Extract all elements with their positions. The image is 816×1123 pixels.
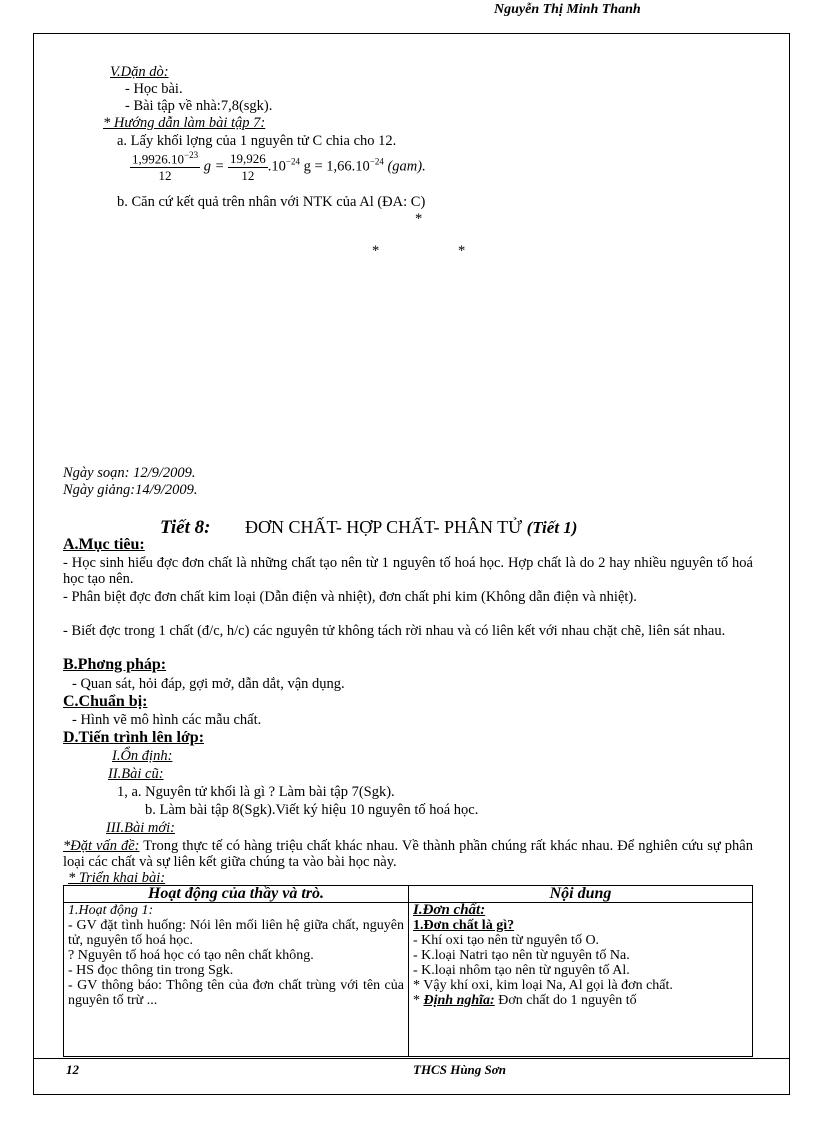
activity-table <box>63 885 753 1057</box>
section5-item-2: - Bài tập về nhà:7,8(sgk). <box>125 98 273 114</box>
sectionD-i3: III.Bài mới: <box>106 820 175 836</box>
sectionD-title: D.Tiến trình lên lớp: <box>63 729 205 746</box>
guide-title: * Hướng dẫn làm bài tập 7: <box>103 115 266 131</box>
activity-line: - GV thông báo: Thông tên của đơn chất trùng với tên của nguyên tố trừ ... <box>68 978 404 1008</box>
sectionD-q1: 1, a. Nguyên tử khối là gì ? Làm bài tập 7(Sgk). <box>117 784 395 800</box>
date-prepared: Ngày soạn: 12/9/2009. <box>63 465 196 481</box>
lesson-name: ĐƠN CHẤT- HỢP CHẤT- PHÂN TỬ <box>244 517 523 537</box>
sectionB-text: - Quan sát, hỏi đáp, gợi mở, dẫn dắt, vận dụng. <box>72 676 345 692</box>
formula: $\frac{1,9926.10^{-23}}{12}$ g = $\frac{19,926}{12}$ $.10^{-24}$ $g = 1,66.10^{-24}$ (gam). <box>132 150 426 184</box>
table-cell-content <box>409 903 753 1057</box>
date-taught: Ngày giảng:14/9/2009. <box>63 482 198 498</box>
sectionA-title: A.Mục tiêu: <box>63 536 145 553</box>
star-3: * <box>458 243 466 259</box>
table-header-activity: Hoạt động của thầy và trò. <box>64 886 409 903</box>
sectionA-p1: - Học sinh hiểu đợc đơn chất là những chất tạo nên từ 1 nguyên tố hoá học. Hợp chất là do 2 hay nhiều nguyên tố hoá học tạo nên. <box>63 555 753 587</box>
lesson-title <box>160 517 577 539</box>
content-line: * Vậy khí oxi, kim loại Na, Al gọi là đơn chất. <box>413 978 673 993</box>
sectionD-q2: b. Làm bài tập 8(Sgk).Viết ký hiệu 10 nguyên tố hoá học. <box>145 802 479 818</box>
sectionC-title: C.Chuẩn bị: <box>63 693 148 710</box>
activity-line: ? Nguyên tố hoá học có tạo nên chất không. <box>68 948 314 963</box>
star-1: * <box>415 211 423 227</box>
activity-line: - HS đọc thông tin trong Sgk. <box>68 963 234 978</box>
lesson-part: (Tiết 1) <box>526 518 578 537</box>
guide-step-b: b. Căn cứ kết quả trên nhân với NTK của Al (ĐA: C) <box>117 194 426 210</box>
content-line: - K.loại nhôm tạo nên từ nguyên tố Al. <box>413 963 630 978</box>
content-line: - Khí oxi tạo nên từ nguyên tố O. <box>413 933 600 948</box>
footer-school: THCS Hùng Sơn <box>413 1062 506 1077</box>
section5-title: V.Dặn dò: <box>110 64 169 80</box>
sectionA-p2: - Phân biệt đợc đơn chất kim loại (Dẫn điện và nhiệt), đơn chất phi kim (Không dẫn điện và nhiệt). <box>63 589 637 605</box>
footer-divider <box>33 1058 789 1059</box>
table-cell-activity <box>64 903 409 1057</box>
sectionA-p3: - Biết đợc trong 1 chất (đ/c, h/c) các nguyên tử không tách rời nhau và có liên kết với nhau chặt chẽ, liên sát nhau. <box>63 623 726 639</box>
sectionD-i2: II.Bài cũ: <box>108 766 164 782</box>
sectionB-title: B.Phơng pháp: <box>63 656 167 673</box>
section5-item-1: - Học bài. <box>125 81 183 97</box>
guide-step-a: a. Lấy khối lợng của 1 nguyên tử C chia cho 12. <box>117 133 397 149</box>
footer-page-number: 12 <box>66 1062 79 1077</box>
content-subtitle: 1.Đơn chất là gì? <box>413 918 515 933</box>
activity-heading: 1.Hoạt động 1: <box>68 903 154 918</box>
content-line: - K.loại Natri tạo nên từ nguyên tố Na. <box>413 948 630 963</box>
header-author: Nguyễn Thị Minh Thanh <box>494 2 641 17</box>
sectionD-i1: I.Ổn định: <box>112 748 173 764</box>
activity-line: - GV đặt tình huống: Nói lên mối liên hệ giữa chất, nguyên tử, nguyên tố hoá học. <box>68 918 404 948</box>
star-2: * <box>372 243 380 259</box>
sectionD-intro: *Đặt vấn đề: Trong thực tế có hàng triệu chất khác nhau. Về thành phần chúng rất khác nhau. Để nghiên cứu sự phân loại các chất và sự liên kết giữa chúng ta vào bài học này. <box>63 838 753 870</box>
table-header-content: Nội dung <box>409 886 753 903</box>
sectionC-text: - Hình vẽ mô hình các mẫu chất. <box>72 712 262 728</box>
sectionD-deploy: * Triển khai bài: <box>68 870 166 886</box>
content-definition: * Định nghĩa: Đơn chất do 1 nguyên tố <box>413 993 637 1008</box>
lesson-number: Tiết 8: <box>160 517 211 538</box>
content-title: I.Đơn chất: <box>413 903 486 918</box>
